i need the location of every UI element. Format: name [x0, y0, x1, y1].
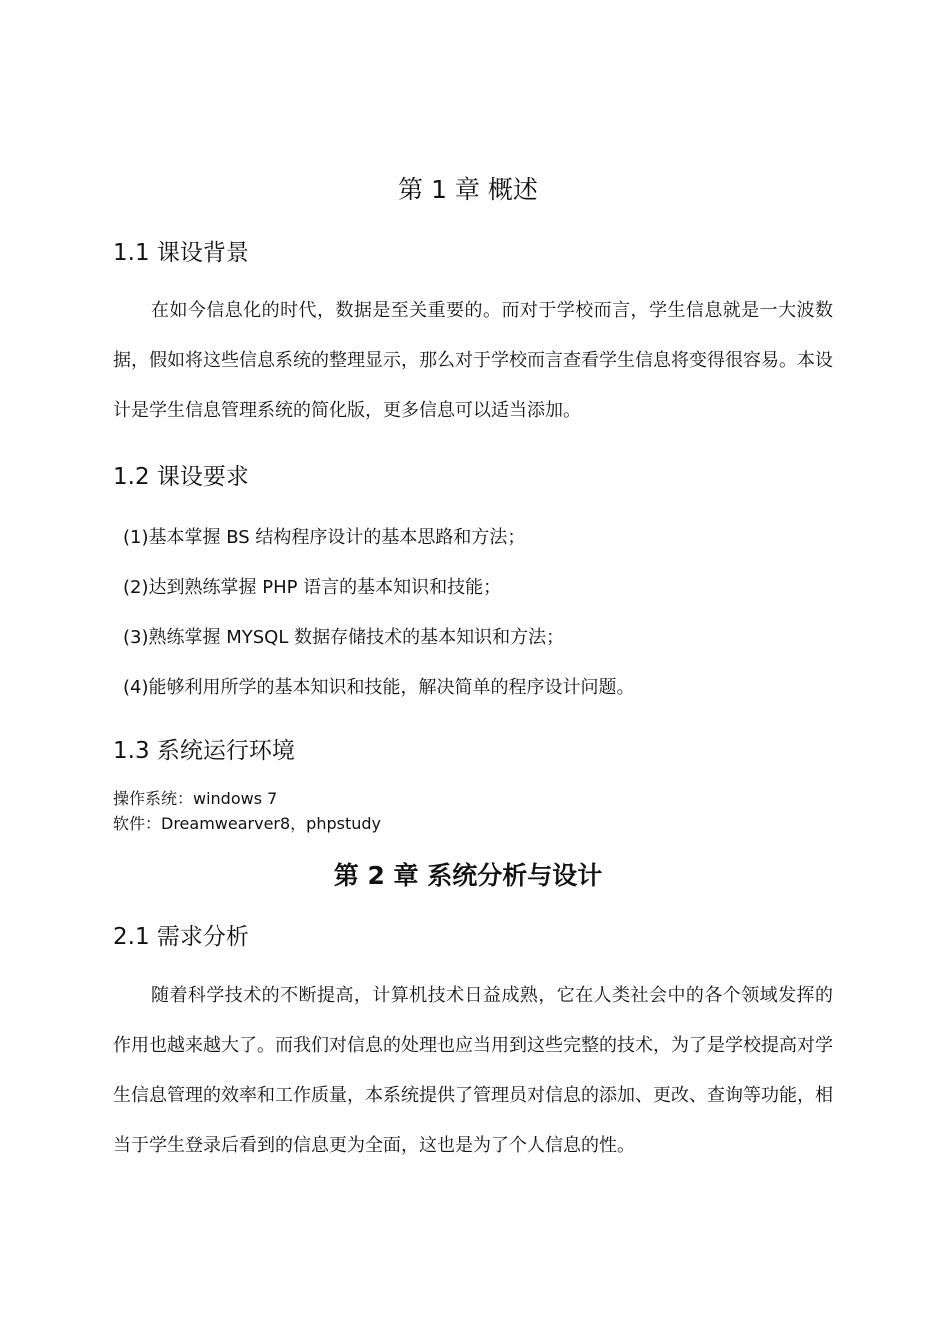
chapter-2-title: 第 2 章 系统分析与设计	[333, 861, 603, 890]
requirement-item: (1)基本掌握 BS 结构程序设计的基本思路和方法；	[123, 527, 526, 548]
section-2-1-heading: 2.1 需求分析	[113, 924, 249, 950]
requirement-item: (3)熟练掌握 MYSQL 数据存储技术的基本知识和方法；	[123, 627, 565, 648]
env-os: 操作系统：windows 7	[113, 789, 278, 808]
section-2-1-paragraph: 随着科学技术的不断提高，计算机技术日益成熟，它在人类社会中的各个领域发挥的作用也越来越大了。而我们对信息的处理也应当用到这些完整的技术，为了是学校提高对学生信息管理的效率和工作质量，本系统提供了管理员对信息的添加、更改、查询等功能，相当于学生登录后看到的信息更为全面，这也是为了个人信息的性。	[113, 985, 833, 1156]
section-1-3-heading: 1.3 系统运行环境	[113, 738, 295, 764]
chapter-1-title: 第 1 章 概述	[398, 175, 538, 204]
requirement-item: (2)达到熟练掌握 PHP 语言的基本知识和技能；	[123, 577, 502, 598]
section-1-1-paragraph: 在如今信息化的时代，数据是至关重要的。而对于学校而言，学生信息就是一大波数据，假如将这些信息系统的整理显示，那么对于学校而言查看学生信息将变得很容易。本设计是学生信息管理系统的简化版，更多信息可以适当添加。	[113, 300, 833, 421]
requirement-item: (4)能够利用所学的基本知识和技能，解决简单的程序设计问题。	[123, 677, 635, 698]
section-1-1-heading: 1.1 课设背景	[113, 240, 249, 266]
section-1-2-heading: 1.2 课设要求	[113, 464, 249, 490]
env-software: 软件：Dreamwearver8，phpstudy	[113, 814, 381, 833]
